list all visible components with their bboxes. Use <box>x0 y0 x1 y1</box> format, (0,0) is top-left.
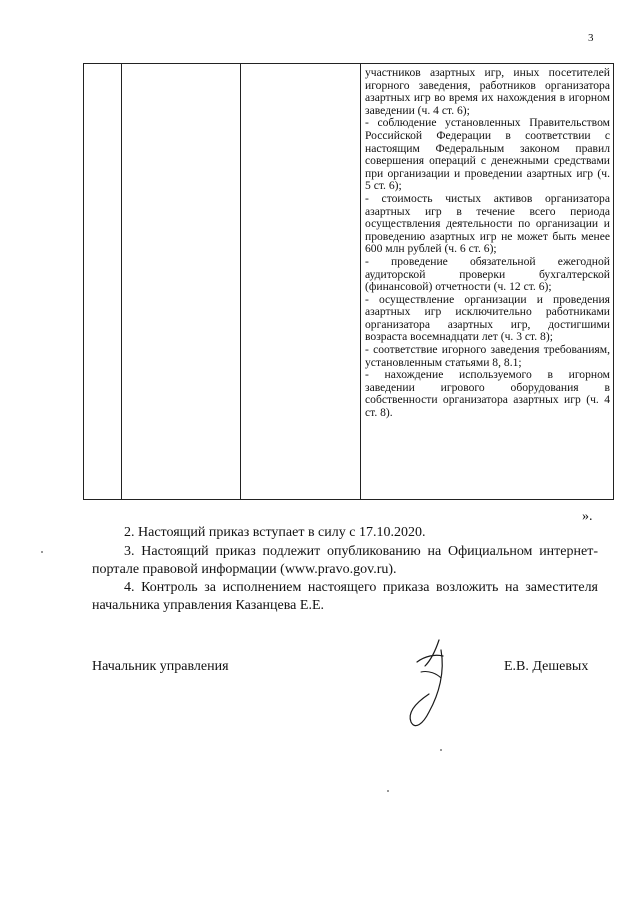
scan-speck <box>440 749 442 751</box>
table-cell-col3 <box>241 64 361 500</box>
requirement-item: - соблюдение установленных Правительством Российской Федерации в соответствии с настоящим Федеральным законом правил совершения операций с денежными средствами при организации и проведении азартных игр (ч. 5 ст. 6); <box>365 116 610 193</box>
requirement-item: - стоимость чистых активов организатора азартных игр в течение всего периода осуществления деятельности по организации и проведению азартных игр не может быть менее 600 млн рублей (ч. 6 ст. 6); <box>365 191 610 256</box>
requirement-item: участников азартных игр, иных посетителей игорного заведения, работников организатора азартных игр во время их нахождения в игорном заведении (ч. 4 ст. 6); <box>365 66 610 117</box>
handwritten-signature <box>395 632 475 732</box>
page-number: 3 <box>588 32 594 44</box>
requirement-item: - нахождение используемого в игорном заведении игрового оборудования в собственности организатора азартных игр (ч. 4 ст. 8). <box>365 368 610 420</box>
requirement-item: - проведение обязательной ежегодной аудиторской проверки бухгалтерской (финансовой) отчетности (ч. 12 ст. 6); <box>365 254 610 294</box>
requirement-item: - осуществление организации и проведения азартных игр исключительно работниками организатора азартных игр, достигшими возраста восемнадцати лет (ч. 3 ст. 8); <box>365 292 610 344</box>
closing-quote: ». <box>582 509 593 524</box>
table-cell-number <box>84 64 122 500</box>
signatory-name: Е.В. Дешевых <box>504 659 589 674</box>
scan-speck <box>41 551 43 553</box>
table-cell-col2 <box>122 64 241 500</box>
table-cell-requirements <box>361 64 614 500</box>
table-row <box>84 64 614 500</box>
paragraph-4-control: 4. Контроль за исполнением настоящего приказа возложить на заместителя начальника управления Казанцева Е.Е. <box>92 580 598 613</box>
requirement-item: - соответствие игорного заведения требованиям, установленным статьями 8, 8.1; <box>365 343 610 369</box>
signatory-title: Начальник управления <box>92 659 229 674</box>
requirements-table <box>83 63 614 500</box>
paragraph-3-publication: 3. Настоящий приказ подлежит опубликованию на Официальном интернет-портале правовой информации (www.pravo.gov.ru). <box>92 544 598 577</box>
scan-speck <box>387 790 389 792</box>
paragraph-2-effective-date: 2. Настоящий приказ вступает в силу с 17.10.2020. <box>124 525 426 540</box>
